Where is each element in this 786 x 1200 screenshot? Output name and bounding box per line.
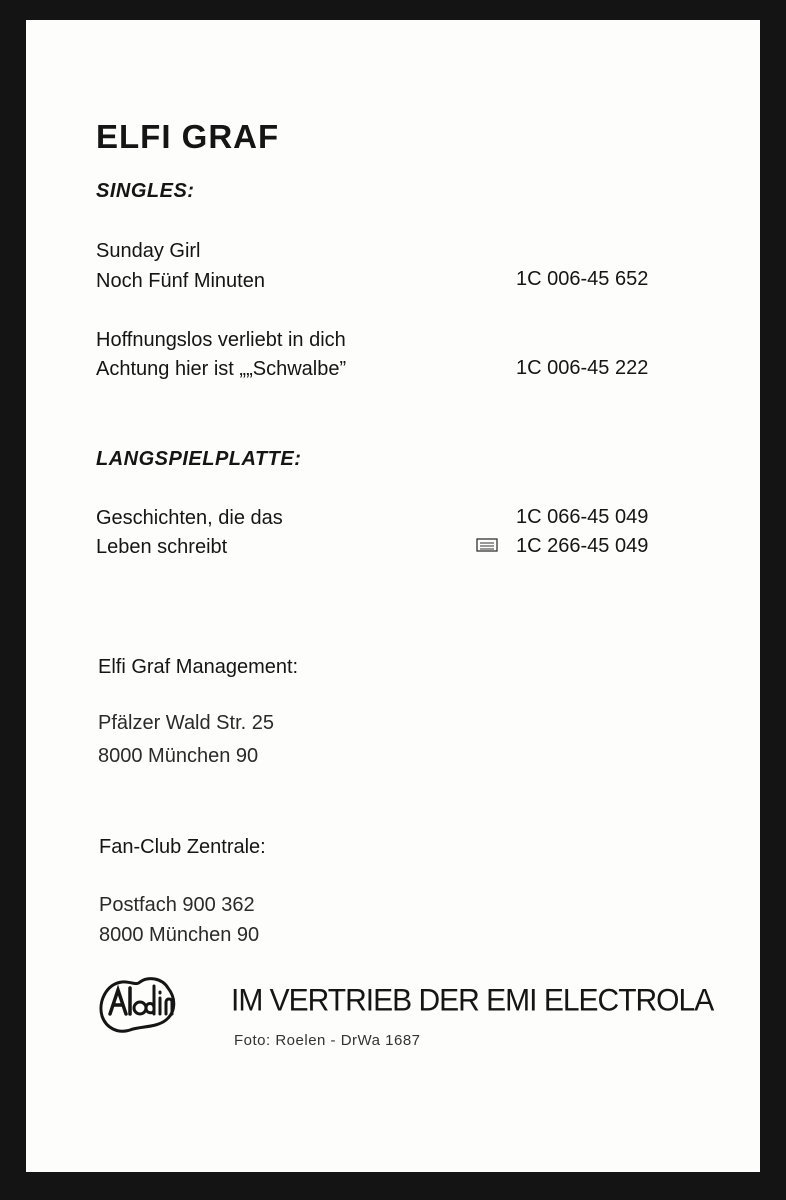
aladin-logo <box>96 972 180 1036</box>
lp-title-b: Leben schreibt <box>96 536 228 558</box>
fanclub-postbox: Postfach 900 362 <box>99 894 255 916</box>
cassette-icon <box>476 538 498 552</box>
management-heading: Elfi Graf Management: <box>98 656 299 678</box>
management-street: Pfälzer Wald Str. 25 <box>98 712 274 734</box>
autograph-card <box>26 20 760 1172</box>
singles-heading: SINGLES: <box>96 180 195 202</box>
single-2-title-a: Hoffnungslos verliebt in dich <box>96 329 346 351</box>
single-2-title-b: Achtung hier ist „„Schwalbe” <box>96 358 347 380</box>
lp-title-a: Geschichten, die das <box>96 507 283 529</box>
lp-heading: LANGSPIELPLATTE: <box>96 448 302 470</box>
artist-name: ELFI GRAF <box>96 118 280 155</box>
lp-catalog-cassette: 1C 266-45 049 <box>516 535 649 557</box>
single-1-title-b: Noch Fünf Minuten <box>96 270 265 292</box>
single-1-catalog: 1C 006-45 652 <box>516 268 649 290</box>
management-city: 8000 München 90 <box>98 745 259 767</box>
distribution-notice: IM VERTRIEB DER EMI ELECTROLA <box>231 983 714 1018</box>
fanclub-heading: Fan-Club Zentrale: <box>99 836 266 858</box>
single-2-catalog: 1C 006-45 222 <box>516 357 649 379</box>
fanclub-city: 8000 München 90 <box>99 924 260 946</box>
lp-catalog-record: 1C 066-45 049 <box>516 506 649 528</box>
single-1-title-a: Sunday Girl <box>96 240 201 262</box>
photo-credit: Foto: Roelen - DrWa 1687 <box>234 1032 421 1049</box>
